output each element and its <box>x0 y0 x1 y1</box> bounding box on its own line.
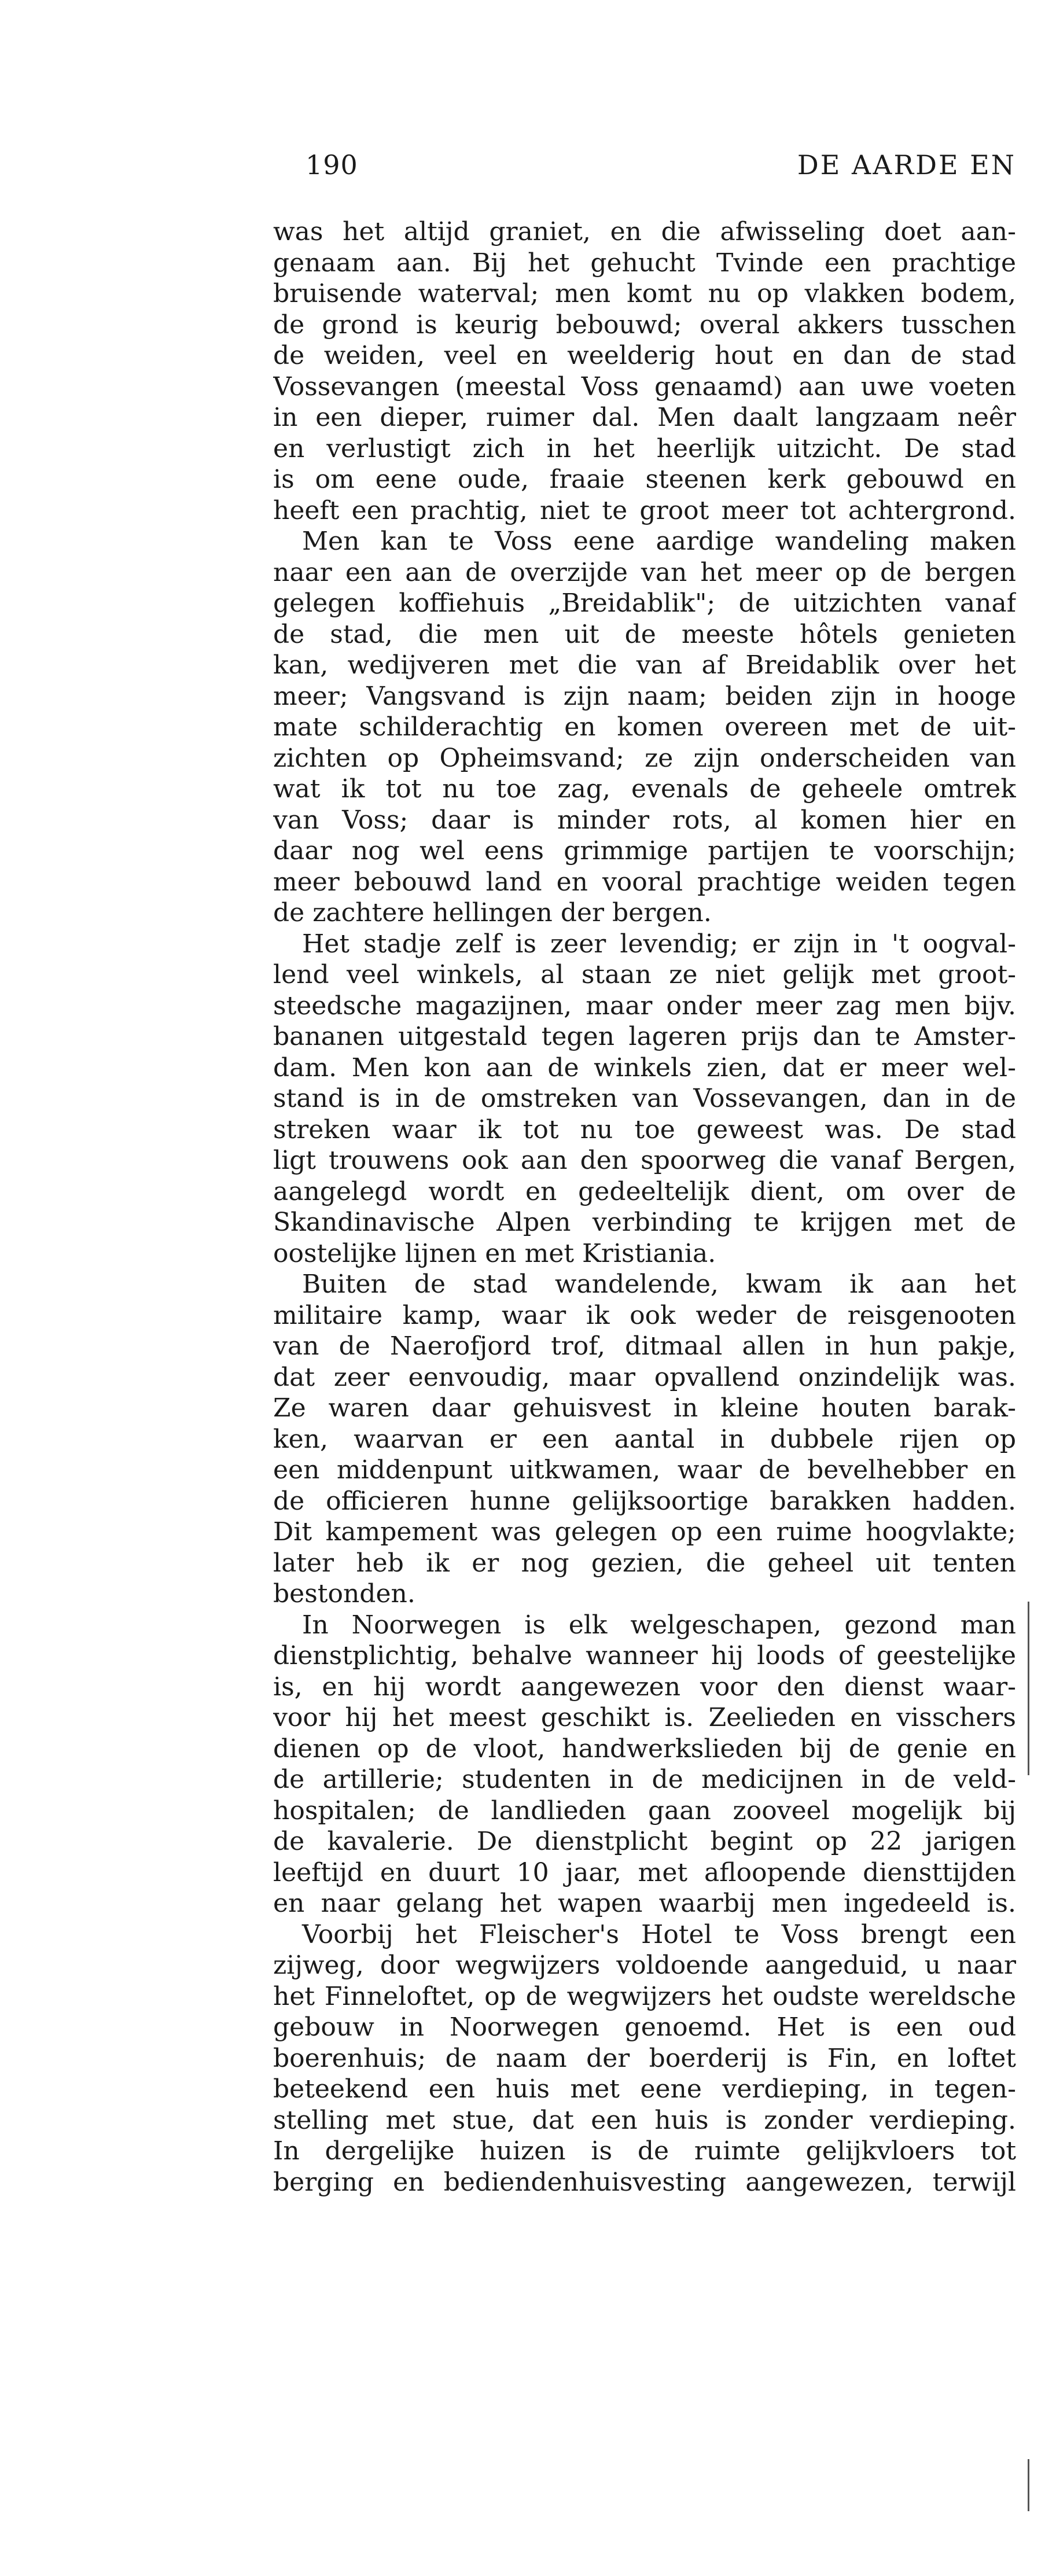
page-header <box>306 145 1016 185</box>
text-line: Buiten de stad wandelende, kwam ik aan het <box>302 1269 1016 1299</box>
paragraph-waterfall <box>273 216 1016 526</box>
text-line: wat ik tot nu toe zag, evenals de geheele omtrek <box>273 774 1016 804</box>
text-line: het Finneloftet, op de wegwijzers het oudste wereldsche <box>273 1981 1016 2011</box>
text-line: de weiden, veel en weelderig hout en dan de stad <box>273 341 1016 370</box>
text-line: is om eene oude, fraaie steenen kerk gebouwd en <box>273 465 1016 494</box>
page-number: 190 <box>306 149 358 181</box>
text-line: Vossevangen (meestal Voss genaamd) aan uwe voeten <box>273 371 1016 402</box>
text-line: meer bebouwd land en vooral prachtige weiden tegen <box>273 867 1016 897</box>
text-line: van de Naerofjord trof, ditmaal allen in hun pakje, <box>273 1331 1016 1361</box>
text-line: zijweg, door wegwijzers voldoende aangeduid, u naar <box>273 1951 1016 1980</box>
text-line: boerenhuis; de naam der boerderij is Fin, en loftet <box>273 2043 1016 2073</box>
text-line: van Voss; daar is minder rots, al komen hier en <box>273 805 1016 835</box>
text-line: gelegen koffiehuis „Breidablik"; de uitzichten vanaf <box>273 588 1016 618</box>
text-line: hospitalen; de landlieden gaan zooveel mogelijk bij <box>273 1795 1016 1826</box>
text-line: meer; Vangsvand is zijn naam; beiden zijn in hooge <box>273 681 1016 711</box>
text-line: dienstplichtig, behalve wanneer hij loods of geestelijke <box>273 1641 1016 1670</box>
text-line: een middenpunt uitkwamen, waar de bevelhebber en <box>273 1455 1016 1485</box>
text-line: was het altijd graniet, en die afwisseling doet aan- <box>273 217 1016 246</box>
text-line: bruisende waterval; men komt nu op vlakken bodem, <box>273 279 1016 308</box>
text-line: naar een aan de overzijde van het meer op de bergen <box>273 557 1016 587</box>
text-line: bestonden. <box>273 1579 415 1609</box>
text-line: streken waar ik tot nu toe geweest was. De stad <box>273 1114 1016 1145</box>
text-line: kan, wedijveren met die van af Breidablik over het <box>273 650 1016 680</box>
paragraph-military-camp <box>273 1269 1016 1610</box>
text-line: en verlustigt zich in het heerlijk uitzicht. De stad <box>273 433 1016 463</box>
margin-rule <box>1028 1602 1029 1775</box>
text-line: leeftijd en duurt 10 jaar, met afloopende diensttijden <box>273 1857 1016 1887</box>
text-line: stand is in de omstreken van Vossevangen, dan in de <box>273 1084 1016 1113</box>
text-line: In dergelijke huizen is de ruimte gelijkvloers tot <box>273 2136 1016 2166</box>
text-line: dam. Men kon aan de winkels zien, dat er meer wel- <box>273 1053 1016 1083</box>
text-line: in een dieper, ruimer dal. Men daalt langzaam neêr <box>273 403 1016 432</box>
text-line: is, en hij wordt aangewezen voor den dienst waar- <box>273 1672 1016 1702</box>
text-line: militaire kamp, waar ik ook weder de reisgenooten <box>273 1300 1016 1330</box>
text-line: Men kan te Voss eene aardige wandeling maken <box>302 527 1016 556</box>
paragraph-town <box>273 929 1016 1269</box>
paragraph-conscription <box>273 1610 1016 1919</box>
text-line: de officieren hunne gelijksoortige barakken hadden. <box>273 1486 1016 1516</box>
text-line: genaam aan. Bij het gehucht Tvinde een prachtige <box>273 248 1016 278</box>
paragraph-finneloftet <box>273 1919 1016 2198</box>
text-line: de kavalerie. De dienstplicht begint op 22 jarigen <box>273 1827 1016 1856</box>
text-line: Dit kampement was gelegen op een ruime hoogvlakte; <box>273 1517 1016 1547</box>
text-line: ken, waarvan er een aantal in dubbele rijen op <box>273 1424 1016 1454</box>
text-line: aangelegd wordt en gedeeltelijk dient, om over de <box>273 1176 1016 1206</box>
margin-rule <box>1028 2459 1029 2511</box>
text-line: de zachtere hellingen der bergen. <box>273 898 712 928</box>
text-line: de artillerie; studenten in de medicijnen in de veld- <box>273 1765 1016 1794</box>
text-line: dat zeer eenvoudig, maar opvallend onzindelijk was. <box>273 1362 1016 1392</box>
text-line: dienen op de vloot, handwerkslieden bij de genie en <box>273 1734 1016 1764</box>
running-title: DE AARDE EN <box>797 149 1016 181</box>
text-line: en naar gelang het wapen waarbij men ingedeeld is. <box>273 1889 1016 1918</box>
paragraph-breidablik <box>273 526 1016 929</box>
text-line: Het stadje zelf is zeer levendig; er zijn in 't oogval- <box>302 929 1016 959</box>
text-line: beteekend een huis met eene verdieping, in tegen- <box>273 2074 1016 2104</box>
text-line: de stad, die men uit de meeste hôtels genieten <box>273 619 1016 649</box>
text-line: later heb ik er nog gezien, die geheel uit tenten <box>273 1548 1016 1578</box>
text-line: daar nog wel eens grimmige partijen te voorschijn; <box>273 836 1016 866</box>
text-line: de grond is keurig bebouwd; overal akkers tusschen <box>273 310 1016 340</box>
text-line: In Noorwegen is elk welgeschapen, gezond man <box>302 1610 1016 1640</box>
text-line: gebouw in Noorwegen genoemd. Het is een oud <box>273 2012 1016 2042</box>
text-line: berging en bediendenhuisvesting aangewezen, terwijl <box>273 2167 1016 2197</box>
text-line: Skandinavische Alpen verbinding te krijgen met de <box>273 1208 1016 1237</box>
text-line: stelling met stue, dat een huis is zonder verdieping. <box>273 2105 1016 2135</box>
text-line: Ze waren daar gehuisvest in kleine houten barak- <box>273 1393 1016 1423</box>
text-line: heeft een prachtig, niet te groot meer tot achtergrond. <box>273 495 1016 525</box>
body-text <box>273 216 1016 2198</box>
text-line: zichten op Opheimsvand; ze zijn onderscheiden van <box>273 743 1016 773</box>
text-line: bananen uitgestald tegen lageren prijs dan te Amster- <box>273 1022 1016 1051</box>
text-line: lend veel winkels, al staan ze niet gelijk met groot- <box>273 960 1016 989</box>
text-line: steedsche magazijnen, maar onder meer zag men bijv. <box>273 991 1016 1021</box>
text-line: voor hij het meest geschikt is. Zeelieden en visschers <box>273 1703 1016 1732</box>
text-line: Voorbij het Fleischer's Hotel te Voss brengt een <box>302 1919 1016 1949</box>
text-line: oostelijke lijnen en met Kristiania. <box>273 1238 716 1268</box>
text-line: ligt trouwens ook aan den spoorweg die vanaf Bergen, <box>273 1146 1016 1175</box>
text-line: mate schilderachtig en komen overeen met de uit- <box>273 712 1016 742</box>
